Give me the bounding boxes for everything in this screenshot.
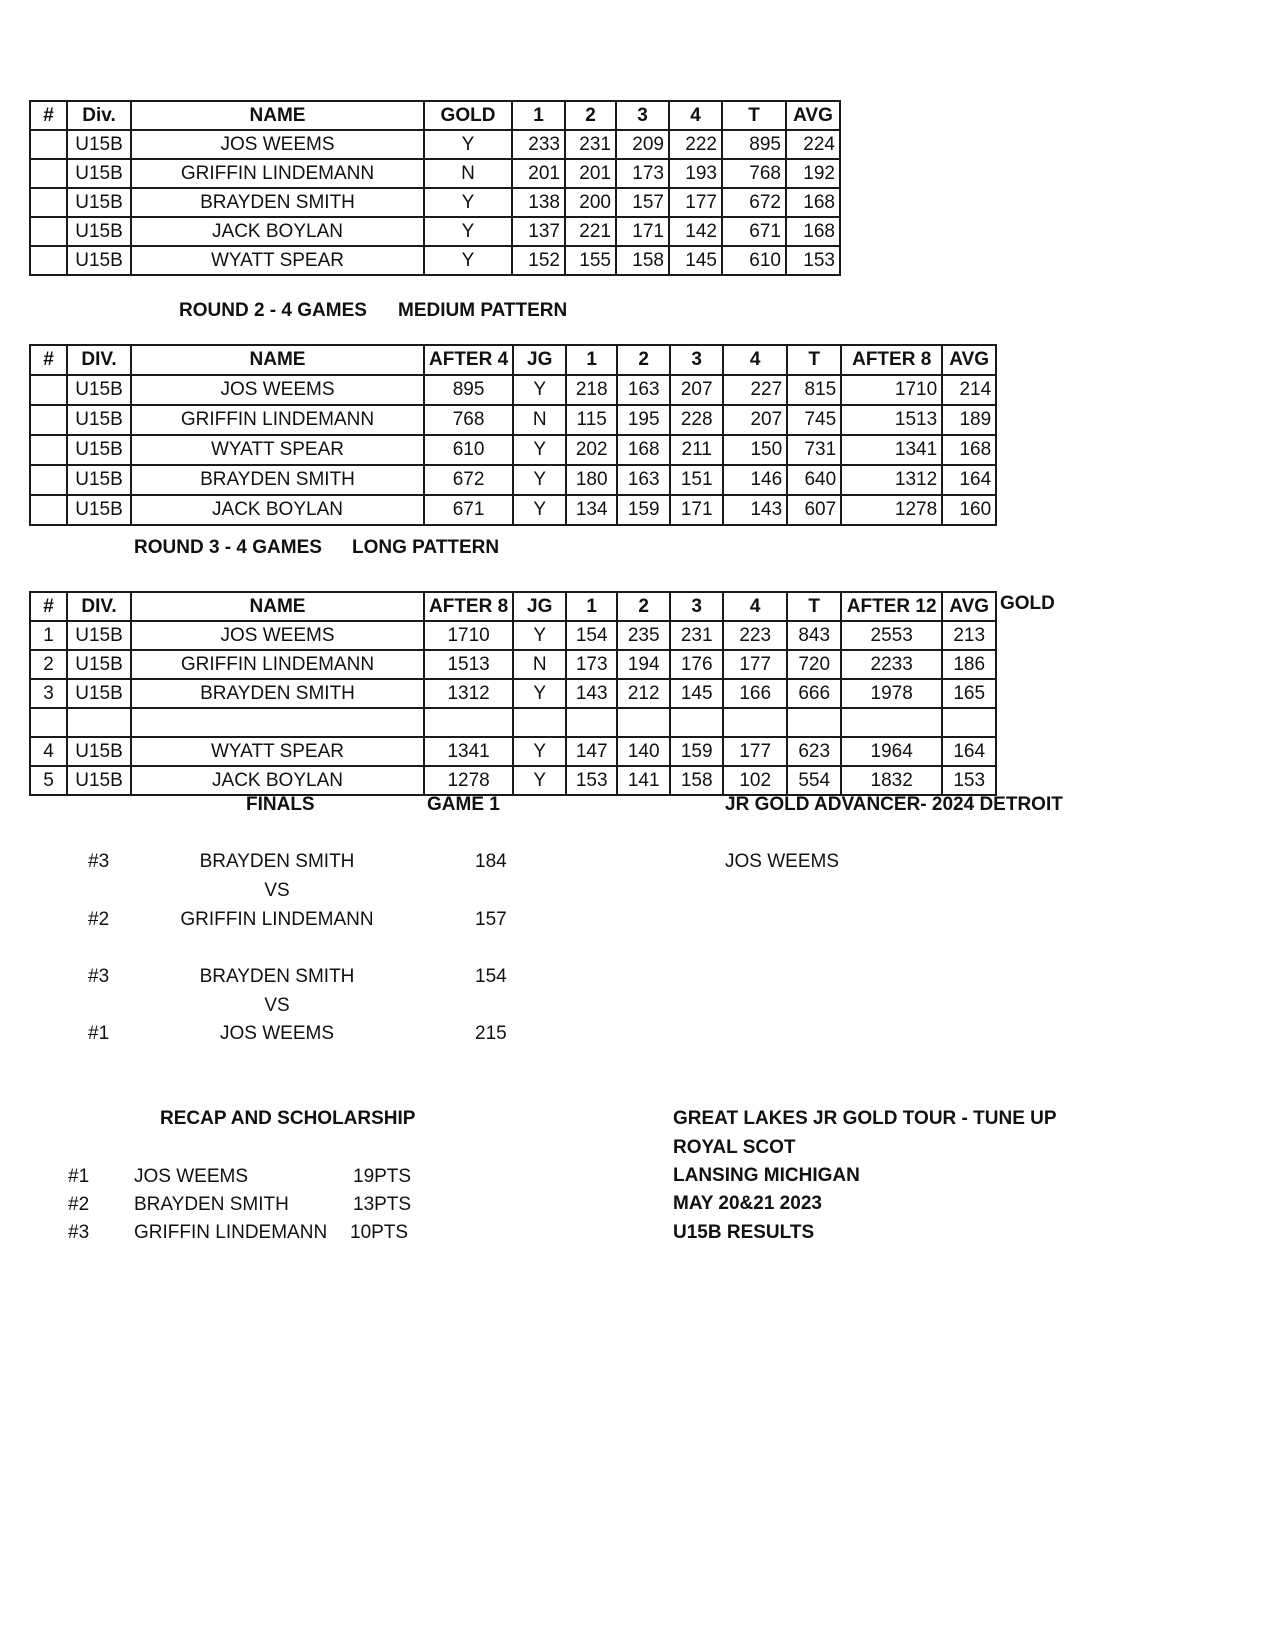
table-cell: U15B [67, 217, 131, 246]
table-cell: 145 [669, 246, 722, 275]
table-row [30, 650, 996, 679]
table-cell: 146 [723, 465, 787, 495]
match2-score-a: 154 [475, 966, 507, 987]
table-cell: Y [513, 495, 566, 525]
header-cell: 1 [566, 592, 617, 621]
table-row [30, 495, 996, 525]
table-cell: 189 [942, 405, 996, 435]
table-cell: 159 [617, 495, 670, 525]
header-cell: # [30, 592, 67, 621]
event-line: LANSING MICHIGAN [673, 1165, 860, 1186]
table-cell: Y [513, 737, 566, 766]
table-cell: 218 [566, 375, 617, 405]
table-cell: 165 [942, 679, 996, 708]
table-row [30, 679, 996, 708]
table-row [30, 217, 840, 246]
table-cell [942, 708, 996, 737]
table-cell: 233 [512, 130, 565, 159]
table-cell: Y [513, 679, 566, 708]
table-cell: 1278 [841, 495, 942, 525]
table-cell: 177 [723, 737, 787, 766]
table-cell [424, 708, 513, 737]
table-row [30, 188, 840, 217]
match1-score-a: 184 [475, 851, 507, 872]
table-cell: 610 [424, 435, 513, 465]
round2-body [30, 375, 996, 525]
table-cell [30, 495, 67, 525]
table-cell [617, 708, 670, 737]
header-cell: AFTER 8 [841, 345, 942, 375]
table-cell: 158 [616, 246, 669, 275]
round3-table [29, 591, 997, 796]
advancer-name: JOS WEEMS [725, 851, 840, 872]
table-cell [513, 708, 566, 737]
table-cell: U15B [67, 405, 131, 435]
table-cell [566, 708, 617, 737]
table-cell: JOS WEEMS [131, 130, 424, 159]
header-cell: NAME [131, 592, 424, 621]
match2-score-b: 215 [475, 1023, 507, 1044]
round3-pattern: LONG PATTERN [352, 537, 500, 558]
table-cell: 231 [565, 130, 616, 159]
table-cell: 168 [786, 217, 840, 246]
recap-name: JOS WEEMS [134, 1166, 249, 1187]
header-cell: NAME [131, 345, 424, 375]
table-cell: Y [424, 188, 512, 217]
table-cell: 223 [723, 621, 787, 650]
round2-header-row [30, 345, 996, 375]
table-cell: 221 [565, 217, 616, 246]
table-cell: U15B [67, 435, 131, 465]
table-cell [723, 708, 787, 737]
header-cell: 2 [617, 345, 670, 375]
table-cell: 177 [723, 650, 787, 679]
table-cell: 224 [786, 130, 840, 159]
table-cell [67, 708, 131, 737]
table-cell: 163 [617, 375, 670, 405]
table-cell: 768 [722, 159, 786, 188]
table-cell: 168 [786, 188, 840, 217]
table-cell: 666 [787, 679, 841, 708]
table-cell: 153 [786, 246, 840, 275]
recap-points: 10PTS [350, 1222, 409, 1243]
table-cell: 201 [565, 159, 616, 188]
table-cell [670, 708, 723, 737]
match2-name-b: JOS WEEMS [219, 1023, 334, 1044]
table-cell: 2233 [841, 650, 942, 679]
table-cell: 1513 [424, 650, 513, 679]
table-cell: U15B [67, 188, 131, 217]
header-cell: AFTER 12 [841, 592, 942, 621]
table-cell: 640 [787, 465, 841, 495]
header-cell: T [787, 592, 841, 621]
match1-vs: VS [264, 880, 290, 901]
table-cell: Y [424, 130, 512, 159]
header-cell: 2 [565, 101, 616, 130]
table-row [30, 375, 996, 405]
table-cell [30, 217, 67, 246]
table-cell: 1341 [424, 737, 513, 766]
event-line: MAY 20&21 2023 [673, 1193, 822, 1214]
header-cell: 1 [566, 345, 617, 375]
table-cell: 137 [512, 217, 565, 246]
table-cell: JACK BOYLAN [131, 766, 424, 795]
table-cell: 173 [616, 159, 669, 188]
table-cell [30, 405, 67, 435]
table-cell: 720 [787, 650, 841, 679]
recap-title: RECAP AND SCHOLARSHIP [160, 1108, 416, 1129]
table-cell: Y [424, 217, 512, 246]
header-cell: JG [513, 592, 566, 621]
table-cell [30, 130, 67, 159]
recap-points: 19PTS [353, 1166, 412, 1187]
match1-score-b: 157 [475, 909, 507, 930]
table-cell: 214 [942, 375, 996, 405]
table-cell: N [513, 405, 566, 435]
table-cell: WYATT SPEAR [131, 737, 424, 766]
round1-table [29, 100, 841, 276]
table-cell: 102 [723, 766, 787, 795]
table-row [30, 246, 840, 275]
round1-body [30, 130, 840, 275]
table-cell [30, 159, 67, 188]
finals-game-label: GAME 1 [427, 794, 500, 815]
table-cell: WYATT SPEAR [131, 435, 424, 465]
table-cell: 141 [617, 766, 670, 795]
match1-name-b: GRIFFIN LINDEMANN [180, 909, 374, 930]
table-cell: 193 [669, 159, 722, 188]
event-line: ROYAL SCOT [673, 1137, 796, 1158]
table-cell: 1710 [841, 375, 942, 405]
table-cell [30, 435, 67, 465]
table-cell: GRIFFIN LINDEMANN [131, 159, 424, 188]
round3-body [30, 621, 996, 795]
table-cell: 151 [670, 465, 723, 495]
match1-seed-b: #2 [88, 909, 110, 930]
round2-title: ROUND 2 - 4 GAMES [179, 300, 367, 321]
table-cell: 134 [566, 495, 617, 525]
table-cell: 153 [942, 766, 996, 795]
header-cell: 4 [723, 592, 787, 621]
table-row [30, 621, 996, 650]
table-cell: 180 [566, 465, 617, 495]
match1-name-a: BRAYDEN SMITH [199, 851, 355, 872]
round1-header-row [30, 101, 840, 130]
recap-rank: #3 [68, 1222, 90, 1243]
table-cell: 194 [617, 650, 670, 679]
table-cell: 235 [617, 621, 670, 650]
table-cell: 1 [30, 621, 67, 650]
table-cell: 1278 [424, 766, 513, 795]
table-cell: 154 [566, 621, 617, 650]
table-cell: 815 [787, 375, 841, 405]
table-row [30, 465, 996, 495]
header-cell: JG [513, 345, 566, 375]
header-cell: 1 [512, 101, 565, 130]
table-cell: 157 [616, 188, 669, 217]
table-cell: 1312 [841, 465, 942, 495]
table-cell: U15B [67, 650, 131, 679]
table-cell: 672 [424, 465, 513, 495]
table-row [30, 405, 996, 435]
table-cell: 171 [670, 495, 723, 525]
table-cell [787, 708, 841, 737]
round2-table [29, 344, 997, 526]
table-cell: Y [513, 435, 566, 465]
table-cell: 671 [722, 217, 786, 246]
table-cell: 152 [512, 246, 565, 275]
recap-rank: #2 [68, 1194, 90, 1215]
table-cell: 158 [670, 766, 723, 795]
table-cell: 173 [566, 650, 617, 679]
table-cell [30, 708, 67, 737]
table-cell [30, 246, 67, 275]
table-cell: 1513 [841, 405, 942, 435]
table-cell: 768 [424, 405, 513, 435]
table-cell: U15B [67, 246, 131, 275]
table-cell: 140 [617, 737, 670, 766]
table-cell: 166 [723, 679, 787, 708]
table-cell: 1341 [841, 435, 942, 465]
table-cell: JACK BOYLAN [131, 495, 424, 525]
match2-name-a: BRAYDEN SMITH [199, 966, 355, 987]
table-cell: U15B [67, 621, 131, 650]
table-cell: 745 [787, 405, 841, 435]
table-row [30, 708, 996, 737]
table-cell: 195 [617, 405, 670, 435]
table-cell: 177 [669, 188, 722, 217]
header-cell: 3 [670, 592, 723, 621]
table-cell: 164 [942, 465, 996, 495]
table-cell: 213 [942, 621, 996, 650]
table-cell [30, 465, 67, 495]
table-row [30, 159, 840, 188]
header-cell: AFTER 4 [424, 345, 513, 375]
table-cell: 623 [787, 737, 841, 766]
table-cell: 554 [787, 766, 841, 795]
table-cell: Y [513, 621, 566, 650]
table-cell: 1978 [841, 679, 942, 708]
header-cell: AVG [786, 101, 840, 130]
table-cell: 186 [942, 650, 996, 679]
table-cell: 4 [30, 737, 67, 766]
table-cell: 607 [787, 495, 841, 525]
match2-vs: VS [264, 995, 290, 1016]
table-cell: 1832 [841, 766, 942, 795]
header-cell: T [787, 345, 841, 375]
table-cell: 138 [512, 188, 565, 217]
header-cell: AFTER 8 [424, 592, 513, 621]
table-cell: U15B [67, 495, 131, 525]
header-cell: # [30, 345, 67, 375]
header-cell: Div. [67, 101, 131, 130]
table-cell: U15B [67, 159, 131, 188]
header-cell: # [30, 101, 67, 130]
table-cell: BRAYDEN SMITH [131, 679, 424, 708]
table-cell [841, 708, 942, 737]
table-cell: 231 [670, 621, 723, 650]
event-line: GREAT LAKES JR GOLD TOUR - TUNE UP [673, 1108, 1057, 1129]
table-cell: 1710 [424, 621, 513, 650]
table-cell: 115 [566, 405, 617, 435]
table-cell: 209 [616, 130, 669, 159]
round2-pattern: MEDIUM PATTERN [398, 300, 568, 321]
table-cell: U15B [67, 766, 131, 795]
table-cell: Y [513, 766, 566, 795]
table-cell: 895 [722, 130, 786, 159]
table-cell: 160 [942, 495, 996, 525]
table-cell: 222 [669, 130, 722, 159]
advancer-title: JR GOLD ADVANCER- 2024 DETROIT [725, 794, 1063, 815]
table-cell [30, 188, 67, 217]
recap-points: 13PTS [353, 1194, 412, 1215]
table-row [30, 130, 840, 159]
header-cell: 3 [616, 101, 669, 130]
table-cell: 168 [617, 435, 670, 465]
event-line: U15B RESULTS [673, 1222, 815, 1243]
table-cell: 207 [670, 375, 723, 405]
table-cell: 145 [670, 679, 723, 708]
table-cell: GRIFFIN LINDEMANN [131, 405, 424, 435]
table-cell: BRAYDEN SMITH [131, 188, 424, 217]
header-cell: GOLD [424, 101, 512, 130]
header-cell: AVG [942, 592, 996, 621]
table-cell: 142 [669, 217, 722, 246]
table-cell [30, 375, 67, 405]
recap-name: GRIFFIN LINDEMANN [134, 1222, 328, 1243]
table-cell: 5 [30, 766, 67, 795]
match2-seed-b: #1 [88, 1023, 110, 1044]
table-cell: U15B [67, 465, 131, 495]
table-cell: 200 [565, 188, 616, 217]
table-cell: 671 [424, 495, 513, 525]
table-cell: 228 [670, 405, 723, 435]
header-cell: DIV. [67, 345, 131, 375]
table-cell: Y [513, 375, 566, 405]
header-cell: 2 [617, 592, 670, 621]
table-cell: 1312 [424, 679, 513, 708]
table-cell: 202 [566, 435, 617, 465]
table-cell: 153 [566, 766, 617, 795]
table-row [30, 737, 996, 766]
finals-title: FINALS [246, 794, 315, 815]
recap-rank: #1 [68, 1166, 90, 1187]
table-cell: N [513, 650, 566, 679]
table-cell: 2 [30, 650, 67, 679]
table-cell: 192 [786, 159, 840, 188]
header-cell: NAME [131, 101, 424, 130]
table-cell: 672 [722, 188, 786, 217]
table-cell: 610 [722, 246, 786, 275]
table-row [30, 766, 996, 795]
table-cell: 211 [670, 435, 723, 465]
table-row [30, 435, 996, 465]
header-cell: 3 [670, 345, 723, 375]
table-cell: U15B [67, 375, 131, 405]
table-cell: 212 [617, 679, 670, 708]
table-cell: 227 [723, 375, 787, 405]
table-cell: JACK BOYLAN [131, 217, 424, 246]
table-cell: 155 [565, 246, 616, 275]
table-cell: 2553 [841, 621, 942, 650]
table-cell: 143 [723, 495, 787, 525]
table-cell: 164 [942, 737, 996, 766]
table-cell: 207 [723, 405, 787, 435]
recap-name: BRAYDEN SMITH [134, 1194, 289, 1215]
header-cell: 4 [723, 345, 787, 375]
table-cell: U15B [67, 679, 131, 708]
table-cell: JOS WEEMS [131, 375, 424, 405]
table-cell: 163 [617, 465, 670, 495]
table-cell: 3 [30, 679, 67, 708]
table-cell: 895 [424, 375, 513, 405]
header-cell: T [722, 101, 786, 130]
match2-seed-a: #3 [88, 966, 110, 987]
round3-title: ROUND 3 - 4 GAMES [134, 537, 322, 558]
table-cell: 176 [670, 650, 723, 679]
table-cell: Y [513, 465, 566, 495]
table-cell: 150 [723, 435, 787, 465]
table-cell: 171 [616, 217, 669, 246]
header-cell: DIV. [67, 592, 131, 621]
table-cell: JOS WEEMS [131, 621, 424, 650]
table-cell: 147 [566, 737, 617, 766]
table-cell: N [424, 159, 512, 188]
table-cell: 143 [566, 679, 617, 708]
table-cell [131, 708, 424, 737]
table-cell: BRAYDEN SMITH [131, 465, 424, 495]
gold-tag: GOLD [1000, 593, 1055, 614]
header-cell: AVG [942, 345, 996, 375]
table-cell: 201 [512, 159, 565, 188]
table-cell: 731 [787, 435, 841, 465]
table-cell: WYATT SPEAR [131, 246, 424, 275]
table-cell: Y [424, 246, 512, 275]
table-cell: GRIFFIN LINDEMANN [131, 650, 424, 679]
table-cell: U15B [67, 130, 131, 159]
header-cell: 4 [669, 101, 722, 130]
round3-header-row [30, 592, 996, 621]
table-cell: 168 [942, 435, 996, 465]
table-cell: 159 [670, 737, 723, 766]
table-cell: 843 [787, 621, 841, 650]
table-cell: U15B [67, 737, 131, 766]
match1-seed-a: #3 [88, 851, 110, 872]
table-cell: 1964 [841, 737, 942, 766]
